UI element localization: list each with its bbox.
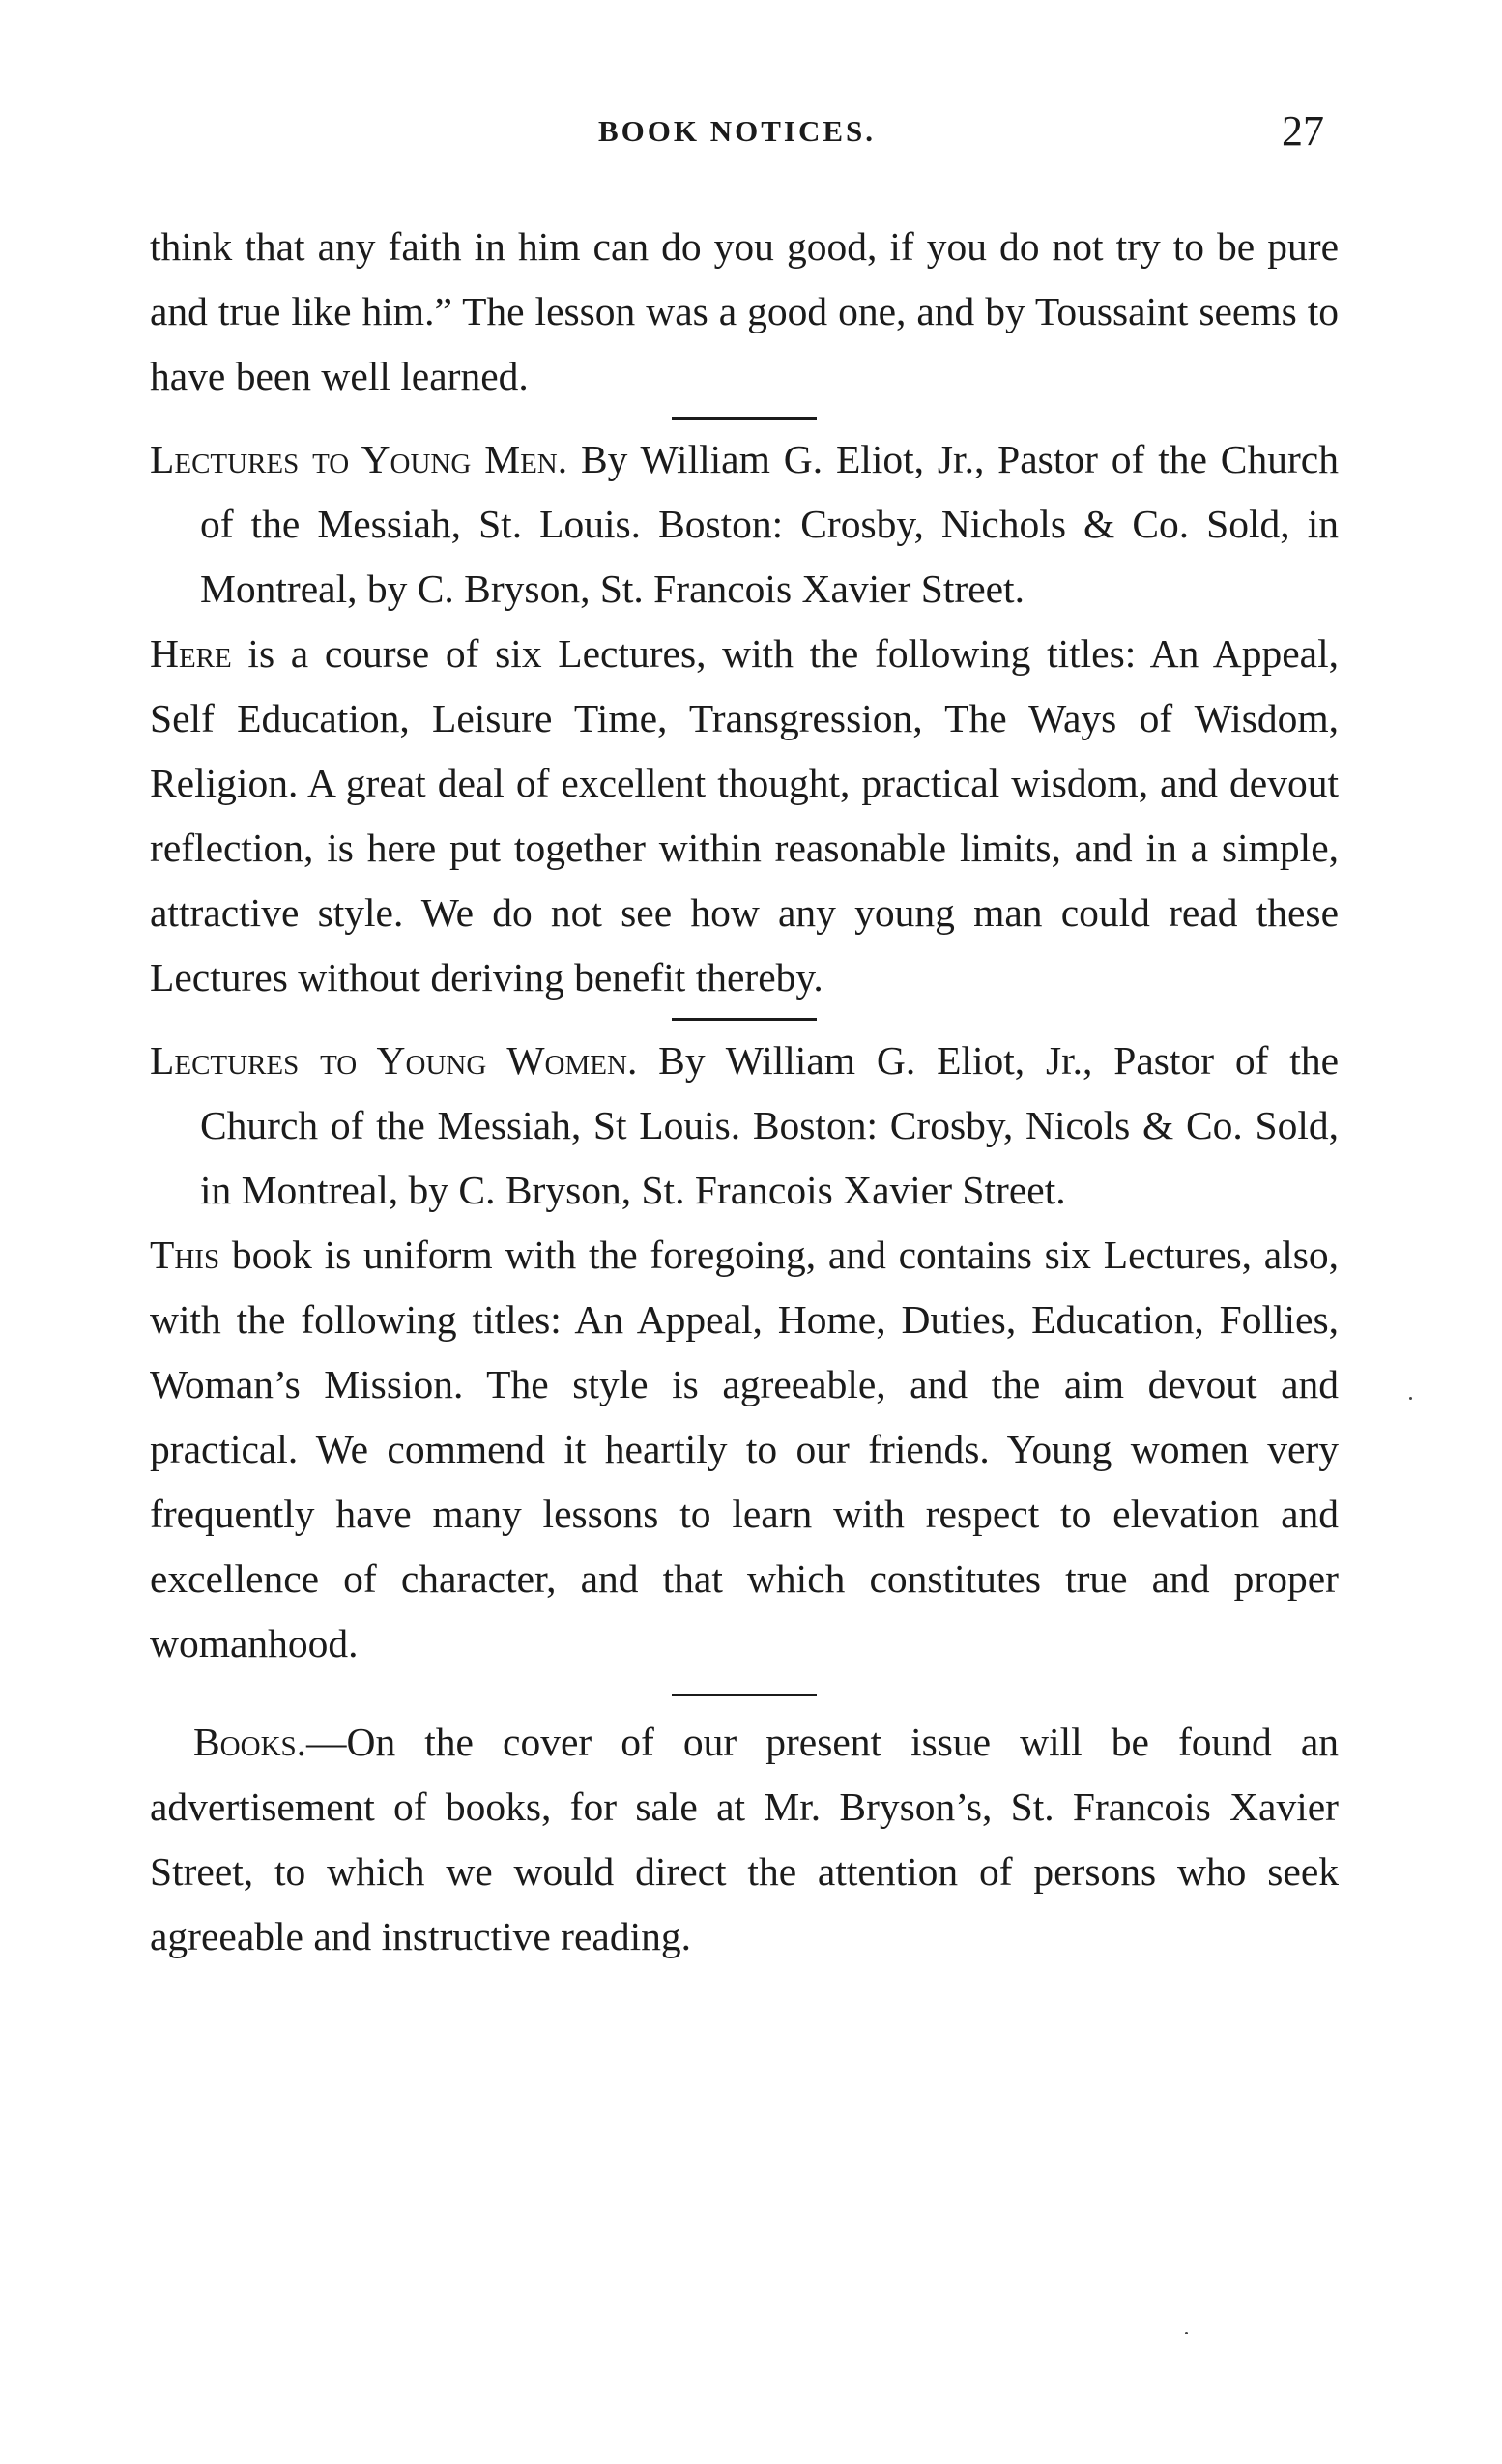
section-divider bbox=[672, 1018, 817, 1021]
section-divider bbox=[672, 1694, 817, 1696]
text-body bbox=[150, 215, 1339, 1969]
notice-citation-young-men: By William G. Eliot, Jr., Pastor of the Church of the Messiah, St. Louis. Boston: Crosby, Nichols & Co. Sold, in Montreal, by C. Bryson, St. Francois Xavier Street. bbox=[200, 437, 1339, 611]
notice-text-young-men: is a course of six Lectures, with the following titles: An Appeal, Self Education, Leisure Time, Transgression, The Ways of Wisdom, Religion. A great deal of excellent thought, practical wisdom, and devout reflection, is here put together within reasonable limits, and in a simple, attractive style. We do not see how any young man could read these Lectures without deriving benefit thereby. bbox=[150, 631, 1339, 1000]
notice-heading-young-women bbox=[150, 1029, 1339, 1223]
notice-title-young-men: Lectures to Young Men. bbox=[150, 437, 568, 481]
print-speck bbox=[1185, 2332, 1188, 2334]
print-speck bbox=[1409, 1397, 1412, 1400]
continuation-paragraph: think that any faith in him can do you good, if you do not try to be pure and true like him.” The lesson was a good one, and by Toussaint seems to have been well learned. bbox=[150, 224, 1339, 398]
lead-word-young-women: This bbox=[150, 1232, 220, 1277]
notice-books bbox=[150, 1710, 1339, 1969]
running-title: BOOK NOTICES. bbox=[597, 114, 877, 148]
notice-text-books: —On the cover of our present issue will be found an advertisement of books, for sale at Mr. Bryson’s, St. Francois Xavier Street, to which we would direct the attention of persons who seek agreeable and instructive reading. bbox=[150, 1720, 1339, 1958]
lead-word-young-men: Here bbox=[150, 631, 232, 676]
notice-heading-young-men bbox=[150, 427, 1339, 622]
notice-citation-young-women: By William G. Eliot, Jr., Pastor of the Church of the Messiah, St Louis. Boston: Crosby, Nicols & Co. Sold, in Montreal, by C. Bryson, St. Francois Xavier Street. bbox=[200, 1038, 1340, 1212]
notice-body-young-women bbox=[150, 1223, 1339, 1676]
notice-text-young-women: book is uniform with the foregoing, and contains six Lectures, also, with the following titles: An Appeal, Home, Duties, Education, Follies, Woman’s Mission. The style is agreeable, and the aim devout and practical. We commend it heartily to our friends. Young women very frequently have many lessons to learn with respect to elevation and excellence of character, and that which constitutes true and proper womanhood. bbox=[150, 1232, 1339, 1666]
notice-title-young-women: Lectures to Young Women. bbox=[150, 1038, 638, 1083]
section-divider bbox=[672, 417, 817, 420]
notice-body-young-men bbox=[150, 622, 1339, 1010]
running-head bbox=[150, 107, 1324, 162]
page-number: 27 bbox=[1282, 107, 1324, 155]
lead-word-books: Books. bbox=[193, 1720, 307, 1764]
